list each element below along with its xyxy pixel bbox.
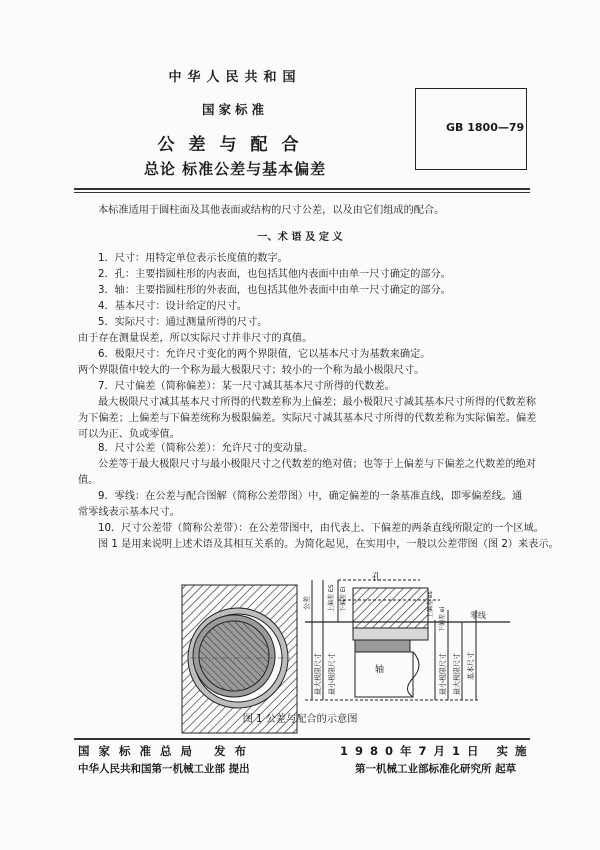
definition-line: 1．尺寸：用特定单位表示长度值的数字。: [98, 253, 288, 264]
intro-paragraph: 本标准适用于圆柱面及其他表面或结构的尺寸公差，以及由它们组成的配合。: [98, 205, 445, 216]
zero-line-label: 零线: [470, 611, 486, 620]
header-rule-thick: [74, 188, 530, 190]
header-rule-thin: [74, 192, 530, 193]
lower-dev-shaft-label: 下偏差 ei: [439, 606, 446, 632]
definition-line: 8．尺寸公差（简称公差）：允许尺寸的变动量。: [98, 443, 314, 454]
definition-line: 4．基本尺寸：设计给定的尺寸。: [98, 301, 248, 312]
shaft-label: 轴: [375, 665, 385, 675]
max-limit-hole-label: 最大极限尺寸: [314, 653, 322, 695]
definition-line: 7．尺寸偏差（简称偏差）：某一尺寸减其基本尺寸所得的代数差。: [98, 381, 395, 392]
basic-size-label: 基本尺寸: [467, 652, 475, 680]
definition-line: 5．实际尺寸：通过测量所得的尺寸。: [98, 317, 268, 328]
definition-line: 图 1 是用来说明上述术语及其相互关系的。为简化起见，在实用中，一般以公差带图（图 2）来表示。: [98, 539, 559, 550]
definition-line: 2．孔：主要指圆柱形的内表面，也包括其他内表面中由单一尺寸确定的部分。: [98, 269, 451, 280]
definition-line: 6．极限尺寸：允许尺寸变化的两个界限值，它以基本尺寸为基数来确定。: [98, 349, 431, 360]
hole-label: 孔: [372, 573, 382, 583]
section-heading: 一、术 语 及 定 义: [257, 232, 343, 243]
definition-line: 可以为正、负或零值。: [78, 429, 180, 440]
lower-dev-hole-label: 下偏差 EI: [340, 586, 347, 612]
max-limit-shaft-label: 最大极限尺寸: [453, 653, 461, 695]
country-name: 中华人民共和国: [168, 70, 302, 85]
definition-line: 9．零线：在公差与配合图解（简称公差带图）中，确定偏差的一条基准直线，即零偏差线。通: [98, 491, 523, 502]
definition-line: 3．轴：主要指圆柱形的外表面，也包括其他外表面中由单一尺寸确定的部分。: [98, 285, 451, 296]
definition-line: 常零线表示基本尺寸。: [78, 507, 180, 518]
footer-drafter: 第一机械工业部标准化研究所 起草: [355, 763, 517, 775]
definition-line: 最大极限尺寸减其基本尺寸所得的代数差称为上偏差；最小极限尺寸减其基本尺寸所得的代数差称: [98, 397, 537, 408]
cross-section: [182, 585, 297, 733]
standard-kind: 国家标准: [201, 102, 268, 117]
definition-line: 值。: [78, 475, 99, 486]
definition-line: 两个界限值中较大的一个称为最大极限尺寸；较小的一个称为最小极限尺寸。: [78, 365, 425, 376]
upper-dev-hole-label: 上偏差 ES: [328, 584, 335, 612]
figure-caption: 图 1 公差与配合的示意图: [242, 714, 358, 725]
document-subtitle: 总论 标准公差与基本偏差: [143, 160, 327, 178]
definition-line: 由于存在测量误差，所以实际尺寸并非尺寸的真值。: [78, 333, 313, 344]
min-limit-hole-label: 最小极限尺寸: [328, 653, 336, 695]
footer-proposer: 中华人民共和国第一机械工业部 提出: [78, 763, 250, 775]
min-limit-shaft-label: 最小极限尺寸: [439, 653, 447, 695]
upper-dev-shaft-label: 上偏差 es: [427, 591, 434, 618]
footer-issue-date: 1980年7月1日 实施: [340, 744, 534, 758]
definition-line: 为下偏差；上偏差与下偏差统称为极限偏差。实际尺寸减其基本尺寸所得的代数差称为实际偏差。偏差: [78, 413, 537, 424]
footer-issuer: 国家标准总局 发布: [78, 744, 256, 758]
footer-rule: [74, 738, 530, 740]
standard-number: GB 1800—79: [446, 121, 525, 134]
definition-line: 公差等于最大极限尺寸与最小极限尺寸之代数差的绝对值；也等于上偏差与下偏差之代数差的绝对: [98, 459, 537, 470]
document-title: 公差与配合: [157, 135, 313, 155]
definition-line: 10．尺寸公差带（简称公差带）：在公差带图中，由代表上、下偏差的两条直线所限定的一个区域。: [98, 523, 544, 534]
tolerance-label: 公差: [303, 596, 311, 610]
